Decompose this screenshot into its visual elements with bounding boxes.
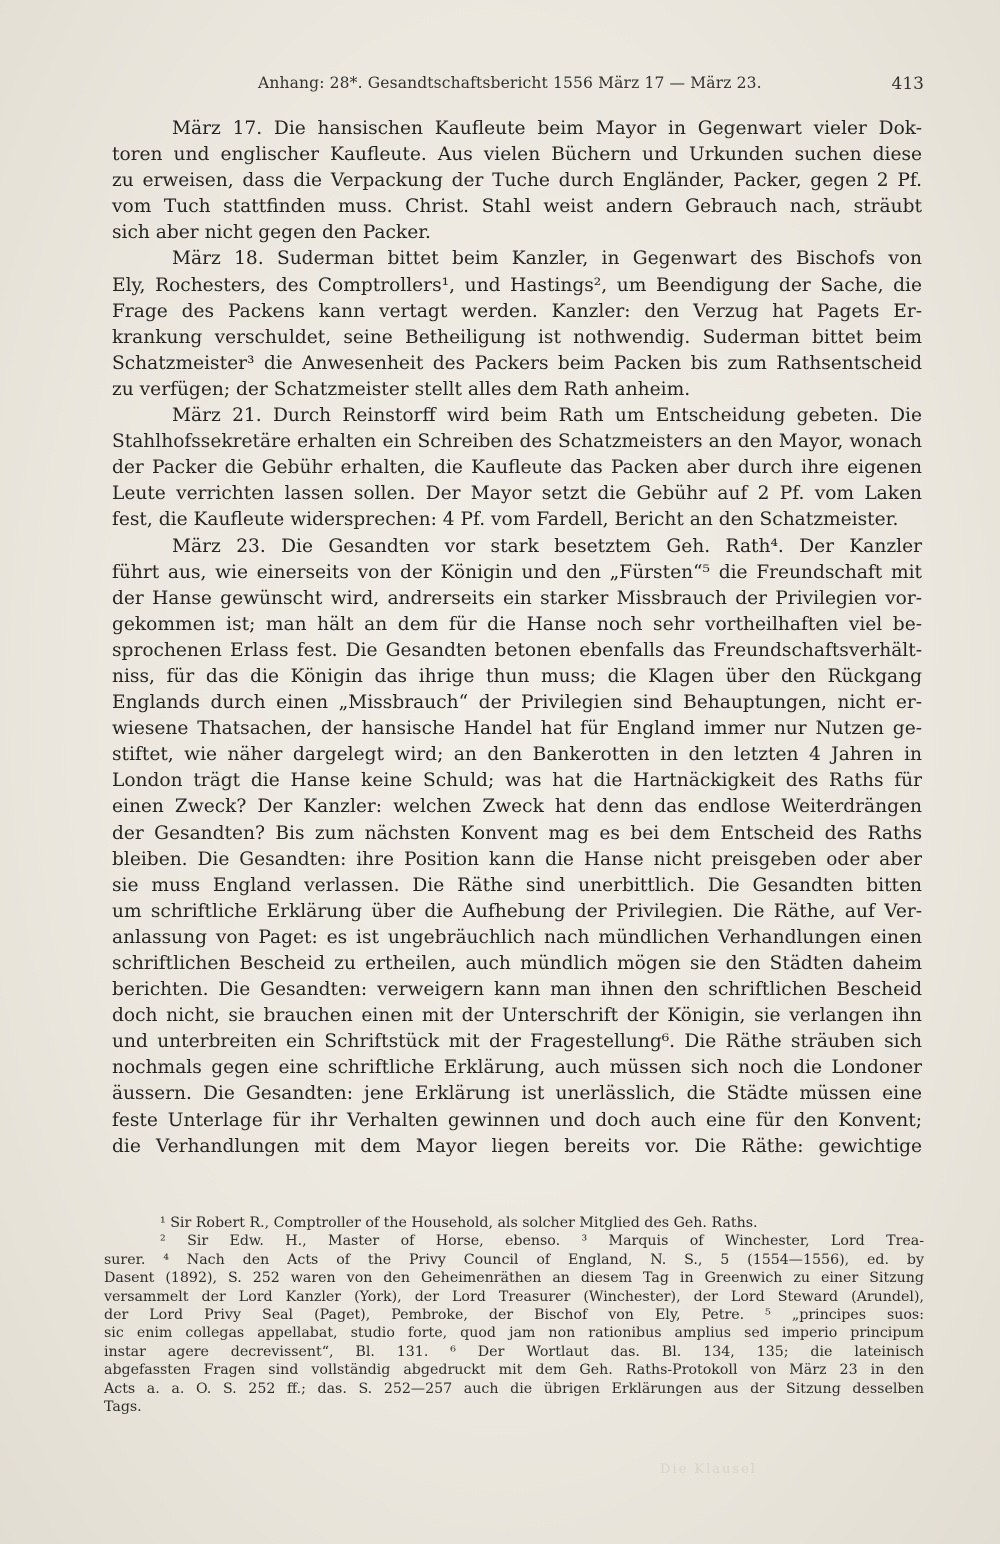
running-title: Anhang: 28*. Gesandtschaftsbericht 1556 März 17 — März 23. — [258, 74, 762, 92]
footnote-line: surer. ⁴ Nach den Acts of the Privy Council of England, N. S., 5 (1554—1556), ed. by — [104, 1251, 924, 1268]
text-line: und unterbreiten ein Schriftstück mit der Fragestellung⁶. Die Räthe sträuben sich — [112, 1031, 922, 1053]
text-line: nochmals gegen eine schriftliche Erklärung, auch müssen sich noch die Londoner — [112, 1057, 922, 1079]
text-line: bleiben. Die Gesandten: ihre Position kann die Hanse nicht preisgeben oder aber — [112, 848, 922, 870]
text-line: der Hanse gewünscht wird, andrerseits ein starker Missbrauch der Privilegien vor- — [112, 587, 922, 609]
footnote-line: Acts a. a. O. S. 252 ff.; das. S. 252—257 auch die übrigen Erklärungen aus der Sitzung desselben — [104, 1380, 924, 1397]
text-line: schriftlichen Bescheid zu ertheilen, auch mündlich mögen sie den Städten daheim — [112, 953, 922, 974]
text-line: stiftet, wie näher dargelegt wird; an den Bankerotten in den letzten 4 Jahren in — [112, 744, 922, 766]
text-line: März 17. Die hansischen Kaufleute beim Mayor in Gegenwart vieler Dok- — [172, 118, 922, 139]
text-line: sprochenen Erlass fest. Die Gesandten betonen ebenfalls das Freundschaftsverhält- — [112, 639, 922, 661]
text-line: März 21. Durch Reinstorff wird beim Rath um Entscheidung gebeten. Die — [172, 405, 922, 427]
text-line: zu erweisen, dass die Verpackung der Tuche durch Engländer, Packer, gegen 2 Pf. — [112, 170, 922, 192]
footnote-line: ² Sir Edw. H., Master of Horse, ebenso. ³ Marquis of Winchester, Lord Trea- — [160, 1233, 924, 1250]
text-line: Frage des Packens kann vertagt werden. Kanzler: den Verzug hat Pagets Er- — [112, 300, 922, 322]
footnote-line: sic enim collegas appellabat, studio forte, quod jam non rationibus amplius sed imperio principum — [104, 1325, 924, 1342]
text-line: toren und englischer Kaufleute. Aus vielen Büchern und Urkunden suchen diese — [112, 144, 922, 166]
show-through-text: Die Klausel — [660, 1462, 757, 1477]
text-line: März 18. Suderman bittet beim Kanzler, in Gegenwart des Bischofs von — [172, 248, 922, 270]
text-line: gekommen ist; man hält an dem für die Hanse noch sehr vortheilhaften viel be- — [112, 613, 922, 635]
text-line: März 23. Die Gesandten vor stark besetztem Geh. Rath⁴. Der Kanzler — [172, 535, 922, 557]
footnote-line: versammelt der Lord Kanzler (York), der Lord Treasurer (Winchester), der Lord Steward (Arundel), — [104, 1288, 924, 1305]
text-line: sich aber nicht gegen den Packer. — [112, 222, 431, 244]
text-line: Englands durch einen „Missbrauch“ der Privilegien sind Behauptungen, nicht er- — [112, 692, 922, 714]
text-line: doch nicht, sie brauchen einen mit der Unterschrift der Königin, sie verlangen ihn — [112, 1005, 922, 1027]
footnote-line: Tags. — [104, 1398, 142, 1415]
footnote-line: Dasent (1892), S. 252 waren von den Geheimenräthen an diesem Tag in Greenwich zu einer Sitzung — [104, 1270, 924, 1287]
text-line: fest, die Kaufleute widersprechen: 4 Pf. vom Fardell, Bericht an den Schatzmeister. — [112, 509, 899, 531]
text-line: führt aus, wie einerseits von der Königin und den „Fürsten“⁵ die Freundschaft mit — [112, 561, 922, 583]
running-header — [112, 74, 924, 100]
page-number: 413 — [891, 74, 924, 94]
text-line: wiesene Thatsachen, der hansische Handel hat für England immer nur Nutzen ge- — [112, 718, 922, 740]
main-text — [112, 116, 922, 1160]
text-line: Schatzmeister³ die Anwesenheit des Packers beim Packen bis zum Rathsentscheid — [112, 352, 922, 374]
footnote-line: instar agere decrevissent“, Bl. 131. ⁶ Der Wortlaut das. Bl. 134, 135; die lateinisch — [104, 1343, 924, 1360]
text-line: die Verhandlungen mit dem Mayor liegen bereits vor. Die Räthe: gewichtige — [112, 1135, 922, 1157]
text-line: Stahlhofssekretäre erhalten ein Schreiben des Schatzmeisters an den Mayor, wonach — [112, 431, 922, 453]
text-line: vom Tuch stattfinden muss. Christ. Stahl weist andern Gebrauch nach, sträubt — [112, 196, 922, 218]
text-line: niss, für das die Königin das ihrige thun muss; die Klagen über den Rückgang — [112, 665, 922, 687]
text-line: London trägt die Hanse keine Schuld; was hat die Hartnäckigkeit des Raths für — [112, 770, 922, 792]
footnote-line: abgefassten Fragen sind vollständig abgedruckt mit dem Geh. Raths-Protokoll von März 23 in den — [104, 1362, 924, 1379]
text-line: krankung verschuldet, seine Betheiligung ist nothwendig. Suderman bittet beim — [112, 326, 922, 348]
text-line: zu verfügen; der Schatzmeister stellt alles dem Rath anheim. — [112, 378, 691, 400]
text-line: feste Unterlage für ihr Verhalten gewinnen und doch auch eine für den Konvent; — [112, 1109, 922, 1131]
text-line: der Packer die Gebühr erhalten, die Kaufleute das Packen aber durch ihre eigenen — [112, 457, 922, 479]
text-line: um schriftliche Erklärung über die Aufhebung der Privilegien. Die Räthe, auf Ver- — [112, 900, 922, 922]
footnote-line: der Lord Privy Seal (Paget), Pembroke, der Bischof von Ely, Petre. ⁵ „principes suos: — [104, 1306, 924, 1323]
text-line: Leute verrichten lassen sollen. Der Mayor setzt die Gebühr auf 2 Pf. vom Laken — [112, 483, 922, 505]
text-line: anlassung von Paget: es ist ungebräuchlich nach mündlichen Verhandlungen einen — [112, 926, 922, 948]
footnotes — [104, 1214, 924, 1416]
footnote-line: ¹ Sir Robert R., Comptroller of the Household, als solcher Mitglied des Geh. Raths. — [160, 1215, 758, 1231]
text-line: Ely, Rochesters, des Comptrollers¹, und Hastings², um Beendigung der Sache, die — [112, 274, 922, 296]
text-line: berichten. Die Gesandten: verweigern kann man ihnen den schriftlichen Bescheid — [112, 979, 922, 1001]
text-line: sie muss England verlassen. Die Räthe sind unerbittlich. Die Gesandten bitten — [112, 874, 922, 896]
text-line: äussern. Die Gesandten: jene Erklärung ist unerlässlich, die Städte müssen eine — [112, 1083, 922, 1105]
text-line: der Gesandten? Bis zum nächsten Konvent mag es bei dem Entscheid des Raths — [112, 822, 922, 844]
text-line: einen Zweck? Der Kanzler: welchen Zweck hat denn das endlose Weiterdrängen — [112, 796, 922, 818]
